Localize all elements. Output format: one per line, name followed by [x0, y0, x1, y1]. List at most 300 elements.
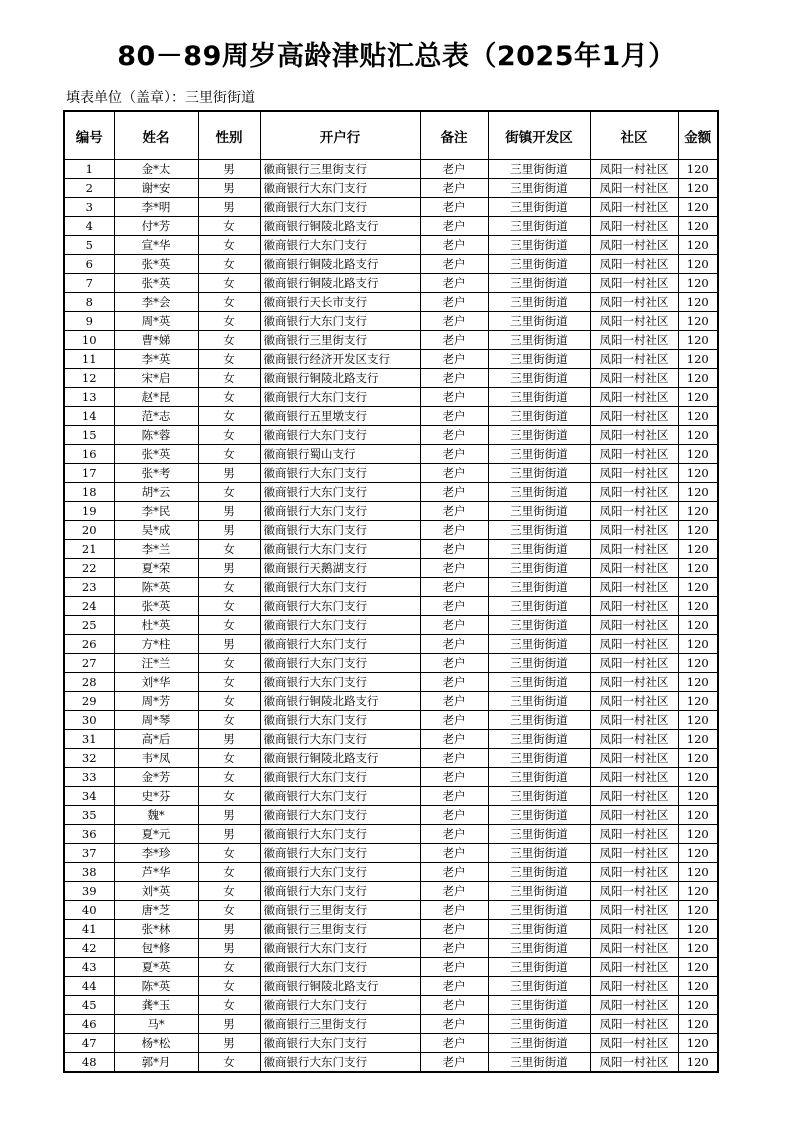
cell-amount: 120: [678, 274, 718, 293]
cell-name: 汪*兰: [114, 654, 198, 673]
cell-bank: 徽商银行大东门支行: [260, 578, 420, 597]
cell-community: 凤阳一村社区: [590, 787, 678, 806]
cell-amount: 120: [678, 179, 718, 198]
cell-community: 凤阳一村社区: [590, 350, 678, 369]
table-row: [64, 939, 718, 958]
cell-name: 夏*荣: [114, 559, 198, 578]
cell-community: 凤阳一村社区: [590, 996, 678, 1015]
cell-bank: 徽商银行三里街支行: [260, 331, 420, 350]
cell-community: 凤阳一村社区: [590, 369, 678, 388]
cell-gender: 女: [198, 597, 260, 616]
cell-street: 三里街街道: [488, 407, 590, 426]
cell-amount: 120: [678, 730, 718, 749]
cell-street: 三里街街道: [488, 692, 590, 711]
cell-amount: 120: [678, 749, 718, 768]
cell-name: 周*芳: [114, 692, 198, 711]
cell-street: 三里街街道: [488, 635, 590, 654]
cell-name: 陈*英: [114, 578, 198, 597]
cell-amount: 120: [678, 160, 718, 179]
cell-name: 唐*芝: [114, 901, 198, 920]
cell-gender: 女: [198, 787, 260, 806]
cell-amount: 120: [678, 578, 718, 597]
cell-community: 凤阳一村社区: [590, 844, 678, 863]
cell-bank: 徽商银行大东门支行: [260, 236, 420, 255]
cell-name: 李*英: [114, 350, 198, 369]
cell-street: 三里街街道: [488, 673, 590, 692]
cell-name: 曹*娣: [114, 331, 198, 350]
cell-number: 22: [64, 559, 114, 578]
cell-remark: 老户: [420, 1015, 488, 1034]
table-row: [64, 787, 718, 806]
cell-gender: 男: [198, 825, 260, 844]
cell-name: 张*英: [114, 274, 198, 293]
cell-name: 马*: [114, 1015, 198, 1034]
table-row: [64, 825, 718, 844]
cell-street: 三里街街道: [488, 331, 590, 350]
cell-name: 谢*安: [114, 179, 198, 198]
cell-street: 三里街街道: [488, 578, 590, 597]
cell-street: 三里街街道: [488, 483, 590, 502]
cell-community: 凤阳一村社区: [590, 711, 678, 730]
table-row: [64, 578, 718, 597]
cell-remark: 老户: [420, 350, 488, 369]
table-row: [64, 407, 718, 426]
header-street: 街镇开发区: [488, 111, 590, 160]
cell-bank: 徽商银行大东门支行: [260, 1053, 420, 1073]
cell-community: 凤阳一村社区: [590, 464, 678, 483]
cell-bank: 徽商银行大东门支行: [260, 597, 420, 616]
cell-bank: 徽商银行大东门支行: [260, 540, 420, 559]
cell-remark: 老户: [420, 673, 488, 692]
table-row: [64, 692, 718, 711]
cell-number: 10: [64, 331, 114, 350]
header-community: 社区: [590, 111, 678, 160]
table-row: [64, 901, 718, 920]
cell-number: 30: [64, 711, 114, 730]
cell-amount: 120: [678, 996, 718, 1015]
cell-bank: 徽商银行天鹅湖支行: [260, 559, 420, 578]
cell-gender: 女: [198, 654, 260, 673]
table-row: [64, 996, 718, 1015]
cell-remark: 老户: [420, 996, 488, 1015]
cell-street: 三里街街道: [488, 312, 590, 331]
cell-amount: 120: [678, 635, 718, 654]
cell-amount: 120: [678, 540, 718, 559]
cell-bank: 徽商银行大东门支行: [260, 312, 420, 331]
cell-street: 三里街街道: [488, 350, 590, 369]
cell-remark: 老户: [420, 502, 488, 521]
cell-remark: 老户: [420, 521, 488, 540]
cell-street: 三里街街道: [488, 901, 590, 920]
cell-number: 20: [64, 521, 114, 540]
cell-street: 三里街街道: [488, 977, 590, 996]
cell-amount: 120: [678, 882, 718, 901]
table-row: [64, 1053, 718, 1073]
cell-name: 张*英: [114, 445, 198, 464]
cell-gender: 女: [198, 388, 260, 407]
cell-amount: 120: [678, 977, 718, 996]
cell-number: 6: [64, 255, 114, 274]
cell-name: 高*后: [114, 730, 198, 749]
cell-number: 28: [64, 673, 114, 692]
cell-number: 44: [64, 977, 114, 996]
cell-remark: 老户: [420, 407, 488, 426]
cell-street: 三里街街道: [488, 654, 590, 673]
cell-name: 范*志: [114, 407, 198, 426]
header-remark: 备注: [420, 111, 488, 160]
cell-name: 李*明: [114, 198, 198, 217]
cell-remark: 老户: [420, 882, 488, 901]
cell-gender: 男: [198, 179, 260, 198]
cell-gender: 女: [198, 977, 260, 996]
cell-remark: 老户: [420, 293, 488, 312]
cell-community: 凤阳一村社区: [590, 977, 678, 996]
cell-community: 凤阳一村社区: [590, 483, 678, 502]
cell-street: 三里街街道: [488, 198, 590, 217]
cell-number: 36: [64, 825, 114, 844]
table-row: [64, 863, 718, 882]
cell-name: 魏*: [114, 806, 198, 825]
cell-gender: 男: [198, 160, 260, 179]
cell-name: 张*林: [114, 920, 198, 939]
cell-remark: 老户: [420, 160, 488, 179]
cell-community: 凤阳一村社区: [590, 920, 678, 939]
cell-name: 包*修: [114, 939, 198, 958]
cell-bank: 徽商银行三里街支行: [260, 160, 420, 179]
cell-gender: 女: [198, 369, 260, 388]
cell-name: 李*珍: [114, 844, 198, 863]
cell-bank: 徽商银行铜陵北路支行: [260, 274, 420, 293]
cell-street: 三里街街道: [488, 426, 590, 445]
cell-number: 2: [64, 179, 114, 198]
cell-number: 42: [64, 939, 114, 958]
cell-remark: 老户: [420, 920, 488, 939]
cell-amount: 120: [678, 331, 718, 350]
cell-number: 31: [64, 730, 114, 749]
cell-gender: 男: [198, 1034, 260, 1053]
cell-community: 凤阳一村社区: [590, 255, 678, 274]
cell-gender: 男: [198, 559, 260, 578]
cell-number: 32: [64, 749, 114, 768]
cell-number: 34: [64, 787, 114, 806]
cell-remark: 老户: [420, 464, 488, 483]
cell-gender: 男: [198, 730, 260, 749]
cell-gender: 男: [198, 939, 260, 958]
cell-name: 金*太: [114, 160, 198, 179]
cell-name: 韦*凤: [114, 749, 198, 768]
cell-name: 夏*元: [114, 825, 198, 844]
table-row: [64, 597, 718, 616]
cell-community: 凤阳一村社区: [590, 768, 678, 787]
cell-remark: 老户: [420, 331, 488, 350]
cell-name: 张*英: [114, 255, 198, 274]
cell-community: 凤阳一村社区: [590, 521, 678, 540]
cell-remark: 老户: [420, 426, 488, 445]
cell-community: 凤阳一村社区: [590, 597, 678, 616]
cell-amount: 120: [678, 559, 718, 578]
cell-remark: 老户: [420, 445, 488, 464]
cell-community: 凤阳一村社区: [590, 407, 678, 426]
cell-remark: 老户: [420, 369, 488, 388]
cell-amount: 120: [678, 844, 718, 863]
table-row: [64, 749, 718, 768]
cell-street: 三里街街道: [488, 1034, 590, 1053]
cell-community: 凤阳一村社区: [590, 236, 678, 255]
cell-bank: 徽商银行大东门支行: [260, 673, 420, 692]
cell-gender: 男: [198, 502, 260, 521]
cell-community: 凤阳一村社区: [590, 863, 678, 882]
cell-remark: 老户: [420, 483, 488, 502]
header-bank: 开户行: [260, 111, 420, 160]
cell-bank: 徽商银行大东门支行: [260, 521, 420, 540]
cell-gender: 女: [198, 844, 260, 863]
table-row: [64, 711, 718, 730]
cell-amount: 120: [678, 673, 718, 692]
cell-number: 17: [64, 464, 114, 483]
cell-bank: 徽商银行蜀山支行: [260, 445, 420, 464]
cell-name: 夏*英: [114, 958, 198, 977]
cell-remark: 老户: [420, 939, 488, 958]
table-row: [64, 179, 718, 198]
cell-street: 三里街街道: [488, 445, 590, 464]
cell-remark: 老户: [420, 179, 488, 198]
table-row: [64, 654, 718, 673]
cell-gender: 女: [198, 1053, 260, 1073]
table-row: [64, 559, 718, 578]
cell-community: 凤阳一村社区: [590, 198, 678, 217]
cell-remark: 老户: [420, 559, 488, 578]
cell-gender: 男: [198, 806, 260, 825]
subsidy-table: [63, 110, 719, 1073]
table-row: [64, 445, 718, 464]
cell-street: 三里街街道: [488, 1053, 590, 1073]
cell-street: 三里街街道: [488, 179, 590, 198]
cell-community: 凤阳一村社区: [590, 312, 678, 331]
cell-amount: 120: [678, 958, 718, 977]
cell-number: 3: [64, 198, 114, 217]
cell-bank: 徽商银行大东门支行: [260, 711, 420, 730]
cell-remark: 老户: [420, 578, 488, 597]
cell-community: 凤阳一村社区: [590, 616, 678, 635]
cell-street: 三里街街道: [488, 274, 590, 293]
cell-amount: 120: [678, 445, 718, 464]
table-row: [64, 1015, 718, 1034]
cell-gender: 女: [198, 996, 260, 1015]
cell-remark: 老户: [420, 217, 488, 236]
cell-name: 赵*昆: [114, 388, 198, 407]
cell-community: 凤阳一村社区: [590, 426, 678, 445]
cell-name: 胡*云: [114, 483, 198, 502]
cell-amount: 120: [678, 654, 718, 673]
cell-amount: 120: [678, 711, 718, 730]
table-row: [64, 426, 718, 445]
cell-number: 13: [64, 388, 114, 407]
cell-name: 李*民: [114, 502, 198, 521]
cell-amount: 120: [678, 1034, 718, 1053]
cell-name: 宋*启: [114, 369, 198, 388]
cell-community: 凤阳一村社区: [590, 958, 678, 977]
cell-street: 三里街街道: [488, 806, 590, 825]
cell-name: 方*柱: [114, 635, 198, 654]
table-row: [64, 540, 718, 559]
table-row: [64, 255, 718, 274]
cell-number: 12: [64, 369, 114, 388]
cell-number: 26: [64, 635, 114, 654]
cell-amount: 120: [678, 597, 718, 616]
header-gender: 性别: [198, 111, 260, 160]
cell-street: 三里街街道: [488, 521, 590, 540]
cell-community: 凤阳一村社区: [590, 445, 678, 464]
cell-bank: 徽商银行大东门支行: [260, 806, 420, 825]
cell-street: 三里街街道: [488, 920, 590, 939]
cell-street: 三里街街道: [488, 559, 590, 578]
cell-street: 三里街街道: [488, 616, 590, 635]
cell-bank: 徽商银行大东门支行: [260, 654, 420, 673]
cell-amount: 120: [678, 217, 718, 236]
table-row: [64, 483, 718, 502]
cell-gender: 女: [198, 578, 260, 597]
cell-name: 龚*玉: [114, 996, 198, 1015]
cell-bank: 徽商银行大东门支行: [260, 996, 420, 1015]
cell-amount: 120: [678, 293, 718, 312]
cell-community: 凤阳一村社区: [590, 293, 678, 312]
cell-remark: 老户: [420, 654, 488, 673]
cell-bank: 徽商银行铜陵北路支行: [260, 369, 420, 388]
cell-gender: 女: [198, 692, 260, 711]
table-row: [64, 1034, 718, 1053]
cell-name: 周*琴: [114, 711, 198, 730]
cell-number: 47: [64, 1034, 114, 1053]
cell-community: 凤阳一村社区: [590, 730, 678, 749]
cell-bank: 徽商银行铜陵北路支行: [260, 977, 420, 996]
cell-community: 凤阳一村社区: [590, 654, 678, 673]
cell-name: 周*英: [114, 312, 198, 331]
cell-amount: 120: [678, 236, 718, 255]
cell-remark: 老户: [420, 806, 488, 825]
cell-amount: 120: [678, 787, 718, 806]
cell-name: 吴*成: [114, 521, 198, 540]
cell-number: 5: [64, 236, 114, 255]
cell-remark: 老户: [420, 958, 488, 977]
cell-gender: 女: [198, 882, 260, 901]
cell-amount: 120: [678, 616, 718, 635]
cell-bank: 徽商银行大东门支行: [260, 1034, 420, 1053]
header-number: 编号: [64, 111, 114, 160]
cell-street: 三里街街道: [488, 787, 590, 806]
table-row: [64, 521, 718, 540]
cell-street: 三里街街道: [488, 939, 590, 958]
cell-remark: 老户: [420, 692, 488, 711]
cell-remark: 老户: [420, 863, 488, 882]
cell-number: 23: [64, 578, 114, 597]
cell-amount: 120: [678, 255, 718, 274]
cell-gender: 女: [198, 483, 260, 502]
table-row: [64, 977, 718, 996]
table-row: [64, 958, 718, 977]
cell-community: 凤阳一村社区: [590, 882, 678, 901]
header-name: 姓名: [114, 111, 198, 160]
cell-community: 凤阳一村社区: [590, 692, 678, 711]
cell-street: 三里街街道: [488, 597, 590, 616]
cell-remark: 老户: [420, 540, 488, 559]
cell-amount: 120: [678, 825, 718, 844]
cell-number: 33: [64, 768, 114, 787]
cell-number: 4: [64, 217, 114, 236]
cell-gender: 女: [198, 331, 260, 350]
table-row: [64, 502, 718, 521]
cell-amount: 120: [678, 388, 718, 407]
cell-street: 三里街街道: [488, 236, 590, 255]
cell-remark: 老户: [420, 1053, 488, 1073]
cell-community: 凤阳一村社区: [590, 502, 678, 521]
cell-number: 27: [64, 654, 114, 673]
cell-amount: 120: [678, 464, 718, 483]
cell-name: 杨*松: [114, 1034, 198, 1053]
cell-number: 40: [64, 901, 114, 920]
table-row: [64, 274, 718, 293]
cell-street: 三里街街道: [488, 502, 590, 521]
cell-community: 凤阳一村社区: [590, 825, 678, 844]
cell-street: 三里街街道: [488, 863, 590, 882]
cell-street: 三里街街道: [488, 711, 590, 730]
cell-gender: 男: [198, 635, 260, 654]
cell-community: 凤阳一村社区: [590, 160, 678, 179]
cell-gender: 男: [198, 198, 260, 217]
cell-gender: 女: [198, 616, 260, 635]
table-row: [64, 293, 718, 312]
cell-community: 凤阳一村社区: [590, 274, 678, 293]
cell-gender: 女: [198, 901, 260, 920]
table-row: [64, 388, 718, 407]
cell-bank: 徽商银行大东门支行: [260, 730, 420, 749]
cell-bank: 徽商银行三里街支行: [260, 1015, 420, 1034]
cell-bank: 徽商银行经济开发区支行: [260, 350, 420, 369]
table-row: [64, 236, 718, 255]
cell-gender: 女: [198, 768, 260, 787]
cell-number: 48: [64, 1053, 114, 1073]
cell-street: 三里街街道: [488, 540, 590, 559]
filling-unit-line: 填表单位（盖章）：三里街街道: [66, 90, 255, 106]
cell-remark: 老户: [420, 635, 488, 654]
cell-number: 39: [64, 882, 114, 901]
cell-street: 三里街街道: [488, 217, 590, 236]
cell-amount: 120: [678, 483, 718, 502]
table-row: [64, 673, 718, 692]
table-row: [64, 635, 718, 654]
cell-remark: 老户: [420, 1034, 488, 1053]
cell-bank: 徽商银行大东门支行: [260, 483, 420, 502]
cell-bank: 徽商银行大东门支行: [260, 958, 420, 977]
cell-street: 三里街街道: [488, 882, 590, 901]
cell-community: 凤阳一村社区: [590, 578, 678, 597]
cell-name: 杜*英: [114, 616, 198, 635]
cell-number: 18: [64, 483, 114, 502]
cell-community: 凤阳一村社区: [590, 806, 678, 825]
cell-amount: 120: [678, 806, 718, 825]
cell-street: 三里街街道: [488, 749, 590, 768]
cell-bank: 徽商银行铜陵北路支行: [260, 692, 420, 711]
table-row: [64, 844, 718, 863]
cell-name: 付*芳: [114, 217, 198, 236]
cell-community: 凤阳一村社区: [590, 179, 678, 198]
cell-gender: 女: [198, 711, 260, 730]
cell-bank: 徽商银行五里墩支行: [260, 407, 420, 426]
cell-bank: 徽商银行大东门支行: [260, 426, 420, 445]
cell-gender: 女: [198, 274, 260, 293]
cell-gender: 女: [198, 350, 260, 369]
cell-amount: 120: [678, 692, 718, 711]
table-row: [64, 920, 718, 939]
